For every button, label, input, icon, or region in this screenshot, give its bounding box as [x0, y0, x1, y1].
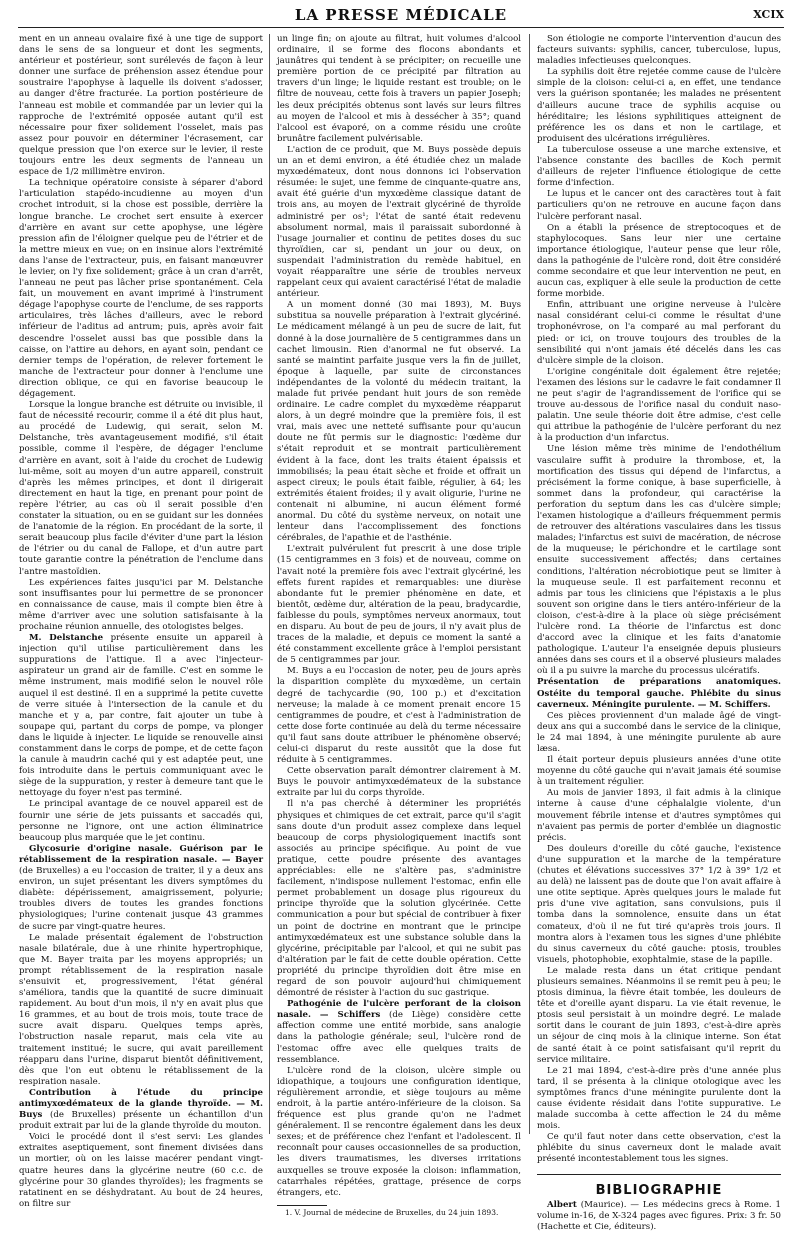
paragraph: Le malade resta dans un état critique pendant plusieurs semaines. Néanmoins il se remit peu à peu; le ptosis diminua, la fièvre était tombée, les douleurs de tête et d'oreille ayant disparu. La vie était revenue, le ptosis seul persistait à un moindre degré. Le malade sortit dans le courant de juin 1893, c'est-à-dire après un séjour de cinq mois à la clinique interne. Son état de santé était à ce point satisfaisant qu'il reprit du service militaire. — [537, 965, 781, 1065]
paragraph: Le principal avantage de ce nouvel appareil est de fournir une série de jets puissants et saccadés qui, personne ne l'ignore, ont une action éliminatrice beaucoup plus marquée que le jet continu. — [19, 799, 263, 843]
column-separator-2 — [529, 34, 530, 1134]
header-rule — [18, 27, 784, 28]
paragraph: La technique opératoire consiste à séparer d'abord l'articulation stapédo-incudienne au moyen d'un crochet introduit, si la chose est possible, derrière la longue branche. Le crochet sert ensuite à exercer d'arrière en avant sur cette apophyse, une légère pression afin de l'éloigner quelque peu de l'étrier et de la mettre mieux en vue; on en insinue alors l'extrémité dans l'anse de l'extracteur, puis, en faisant manœuvrer le levier, on l'y fixe solidement; grâce à un cran d'arrêt, l'anneau ne peut pas lâcher prise spontanément. Cela fait, un mouvement en avant imprimé à l'instrument dégage l'apophyse courte de l'enclume, de ses rapports articulaires, très lâches d'ailleurs, avec le rebord inférieur de l'aditus ad antrum; puis, après avoir fait descendre l'osselet aussi bas que possible dans la caisse, on l'attire au dehors, en ayant soin, pendant ce dernier temps de l'opération, de relever fortement le manche de l'extracteur pour donner à l'enclume une direction oblique, ce qui en favorise beaucoup le dégagement. — [19, 178, 263, 399]
paragraph: Ces pièces proviennent d'un malade âgé de vingt-deux ans qui a succombé dans le service de la clinique, le 24 mai 1894, à une méningite purulente ab aure læsa. — [537, 710, 781, 754]
paragraph-text: (de Liège) considère cette affection comme une entité morbide, sans analogie dans la pathologie générale; seul, l'ulcère rond de l'estomac offre avec elle quelques traits de ressemblance. — [277, 1010, 521, 1065]
paragraph: Des douleurs d'oreille du côté gauche, l'existence d'une suppuration et la marche de la température (chutes et élévations successives 37° 1/2 à 39° 1/2 et au delà) ne laissent pas de doute que l'on avait affaire à une otite septique. Après quelques jours le malade fut pris d'une vive agitation, sans convulsions, puis il tomba dans la somnolence, ensuite dans un état comateux, d'où il ne fut tiré qu'après trois jours. Il montra alors à l'examen tous les signes d'une phlébite du sinus caverneux du côté gauche: ptosis, troubles visuels, photophobie, exophtalmie, stase de la papille. — [537, 843, 781, 965]
paragraph: Lorsque la longue branche est détruite ou invisible, il faut de nécessité recourir, comme il a été dit plus haut, au procédé de Ludewig, qui serait, selon M. Delstanche, très avantageusement modifié, s'il était possible, comme il l'espère, de dégager l'enclume d'arrière en avant, soit à l'aide du crochet de Ludewig lui-même, soit au moyen d'un autre appareil, construit d'après les mêmes principes, et dont il dirigerait directement en haut la tige, en prenant pour point de repère l'étrier, au cas où il serait possible d'en constater la situation, ou en se guidant sur les données de l'anatomie de la région. En procédant de la sorte, il serait beaucoup plus facile d'éviter d'une part la lésion de l'étrier ou du canal de Fallope, et d'un autre part toute garantie contre la pénétration de l'enclume dans l'antre mastoïdien. — [19, 400, 263, 577]
paragraph: Son étiologie ne comporte l'intervention d'aucun des facteurs suivants: syphilis, cancer, tuberculose, lupus, maladies infectieuses quelconques. — [537, 34, 781, 67]
journal-title: LA PRESSE MÉDICALE — [294, 6, 508, 24]
paragraph: Le lupus et le cancer ont des caractères tout à fait particuliers qu'on ne retrouve en aucune façon dans l'ulcère perforant nasal. — [537, 189, 781, 222]
paragraph: L'action de ce produit, que M. Buys possède depuis un an et demi environ, a été étudiée chez un malade myxœdémateux, dont nous donnons ici l'observation résumée: le sujet, une femme de cinquante-quatre ans, avait été guérie d'un myxœdème classique datant de trois ans, au moyen de l'extrait glycériné de thyroïde administré per os¹; l'état de santé était redevenu absolument normal, mais il paraissait subordonné à l'usage journalier et continu de petites doses du suc thyroïdien, car si, pendant un jour ou deux, on suspendait l'administration du remède habituel, en voyait réapparaître une série de troubles nerveux rappelant ceux qui avaient caractérisé l'état de maladie antérieur. — [277, 144, 521, 300]
paragraph: un linge fin; on ajoute au filtrat, huit volumes d'alcool ordinaire, il se forme des flocons abondants et jaunâtres qui tendent à se précipiter; on recueille une première portion de ce précipité par filtration au travers d'un linge; le liquide restant est trouble; on le filtre de nouveau, cette fois à travers un papier Joseph; les deux précipités obtenus sont lavés sur leurs filtres au moyen de l'alcool et mis à dessécher à 35°; quand l'alcool est évaporé, on a comme résidu une croûte brunâtre facilement pulvérisable. — [277, 34, 521, 144]
paragraph: ment en un anneau ovalaire fixé à une tige de support dans le sens de sa longueur et dont les segments, antérieur et postérieur, sont surélevés de façon à leur donner une surface de préhension assez étendue pour soustraire l'apophyse à laquelle ils doivent s'adosser, au danger d'être fracturée. La portion postérieure de l'anneau est mobile et commandée par un levier qui la rapproche de l'extrémité opposée autant qu'il est nécessaire pour fixer solidement l'osselet, mais pas assez pour pouvoir en déterminer l'écrasement, car quelque pression que l'on exerce sur le levier, il reste toujours entre les deux segments de l'anneau un espace de 1/2 millimètre environ. — [19, 34, 263, 178]
paragraph: Ce qu'il faut noter dans cette observation, c'est la phlébite du sinus caverneux dont le malade avait présenté incontestablement tous les signes. — [537, 1132, 781, 1165]
paragraph: M. Buys a eu l'occasion de noter, peu de jours après la disparition complète du myxœdème, un certain degré de tachycardie (90, 100 p.) et d'excitation nerveuse; la malade à ce moment prenait encore 15 centigrammes de poudre, et c'est à l'administration de cette dose forte continuée au delà du terme nécessaire qu'il faut sans doute attribuer le phénomène observé; celui-ci disparut du reste aussitôt que la dose fut réduite à 5 centigrammes. — [277, 666, 521, 766]
paragraph: L'ulcère rond de la cloison, ulcère simple ou idiopathique, a toujours une configuration identique, régulièrement arrondie, et siège toujours au même endroit, à la partie antéro-inférieure de la cloison. Sa fréquence est plus grande qu'on ne l'admet généralement. Il se rencontre également dans les deux sexes; et de préférence chez l'enfant et l'adolescent. Il reconnaît pour causes occasionnelles de sa production, les divers traumatismes, les diverses irritations auxquelles se trouve exposée la cloison: inflammation, catarrhales répétées, grattage, présence de corps étrangers, etc. — [277, 1065, 521, 1198]
page-header — [18, 6, 784, 28]
section-author: — M. Schiffers. — [694, 699, 771, 710]
paragraph: Voici le procédé dont il s'est servi: Les glandes extraites aseptiquement, sont finement divisées dans un mortier, où on les laisse macérer pendant vingt-quatre heures dans la glycérine neutre (60 c.c. de glycérine pour 30 glandes thyroïdes); les fragments se ratatinent en se déshydratant. Au bout de 24 heures, on filtre sur — [19, 1132, 263, 1209]
paragraph: L'origine congénitale doit également être rejetée; l'examen des lésions sur le cadavre le fait condamner Il ne peut s'agir de l'agrandissement de l'orifice qui se trouve au-dessous de l'orifice nasal du conduit naso-palatin. Une seule théorie doit être admise, c'est celle qui attribue la pathogénie de l'ulcère perforant du nez à la production d'un infarctus. — [537, 366, 781, 444]
section-author: — M. Buys — [19, 1099, 263, 1121]
paragraph: Enfin, attribuant une origine nerveuse à l'ulcère nasal considérant celui-ci comme le résultat d'une trophonévrose, on l'a comparé au mal perforant du pied: or ici, on trouve toujours des troubles de la sensibilité qui n'ont jamais été décelés dans les cas d'ulcère simple de la cloison. — [537, 300, 781, 366]
section-title: Contribution à l'étude du principe antimyxœdémateux de la glande thyroïde. — [19, 1087, 263, 1109]
bibliography-text: (Maurice). — Les médecins grecs à Rome. 1 volume in-16, de X-324 pages avec figures. Prix: 3 fr. 50 (Hachette et Cie, éditeurs). — [537, 1199, 781, 1232]
column-1 — [19, 34, 263, 1209]
paragraph: Cette observation paraît démontrer clairement à M. Buys le pouvoir antimyxœdémateux de la substance extraite par lui du corps thyroïde. — [277, 766, 521, 799]
paragraph-text: présente ensuite un appareil à injection qu'il utilise particulièrement dans les suppurations de l'attique. Il a avec l'injecteur-aspirateur un grand air de famille. C'est en somme le même instrument, mais modifié selon le nouvel rôle auquel il est destiné. Il en a supprimé la petite cuvette de verre située à l'intersection de la canule et du manche et y a, par contre, fait ajouter un tube à soupape qui, partant du corps de pompe, va plonger dans le liquide à injecter. Le liquide se renouvelle ainsi constamment dans le corps de pompe, et de cette façon la canule à maudrin caché qui y est adaptée peut, une fois introduite dans le pertuis communiquant avec le siège de la suppuration, y rester à demeure tant que le nettoyage du foyer n'est pas terminé. — [19, 633, 263, 799]
section — [19, 1088, 263, 1132]
paragraph: Le 21 mai 1894, c'est-à-dire près d'une année plus tard, il se présenta à la clinique otologique avec les symptômes francs d'une méningite purulente dont la cause évidente résidait dans l'otite suppurative. Le malade succomba à cette affection le 24 du même mois. — [537, 1065, 781, 1132]
paragraph — [19, 633, 263, 799]
paragraph: On a établi la présence de streptocoques et de staphylocoques. Sans leur nier une certaine importance étiologique, l'auteur pense que leur rôle, dans la pathogénie de l'ulcère rond, doit être considéré comme secondaire et que leur intervention ne peut, en aucun cas, expliquer à elle seule la production de cette forme morbide. — [537, 222, 781, 300]
section-title: Glycosurie d'origine nasale. Guérison par le rétablissement de la respiration nasale. — [19, 843, 263, 865]
column-separator-1 — [269, 34, 270, 1134]
paragraph-text: (de Bruxelles) présente un échantillon d'un produit extrait par lui de la glande thyroïde du mouton. — [19, 1110, 263, 1132]
section — [19, 844, 263, 933]
section-title: Pathogénie de l'ulcère perforant de la cloison nasale. — [277, 999, 521, 1021]
bibliography-entry — [537, 1200, 781, 1233]
paragraph: La tuberculose osseuse a une marche extensive, et l'absence constante des bacilles de Koch permit d'ailleurs de rejeter l'influence étiologique de cette forme d'infection. — [537, 144, 781, 189]
paragraph: Il était porteur depuis plusieurs années d'une otite moyenne du côté gauche qui n'avait jamais été soumise à un traitement régulier. — [537, 755, 781, 788]
paragraph: La syphilis doit être rejetée comme cause de l'ulcère simple de la cloison: celui-ci a, en effet, une tendance vers la guérison spontanée; les malades ne présentent d'ailleurs aucune trace de syphilis acquise ou héréditaire; les lésions syphilitiques atteignent de préférence les os dans et non le cartilage, et produisent des ulcérations irrégulières. — [537, 67, 781, 144]
paragraph: Les expériences faites jusqu'ici par M. Delstanche sont insuffisantes pour lui permettre de se prononcer en connaissance de cause, mais il compte bien être à même d'arriver avec une solution satisfaisante à la prochaine réunion annuelle, des otologistes belges. — [19, 577, 263, 632]
paragraph: A un moment donné (30 mai 1893), M. Buys substitua sa nouvelle préparation à l'extrait glycériné. Le médicament mélangé à un peu de sucre de lait, fut donné à la dose journalière de 5 centigrammes dans un cachet limousin. Rien d'anormal ne fut observé. La santé se maintint parfaite jusque vers la fin de juillet, époque à laquelle, par suite de circonstances indépendantes de la volonté du médecin traitant, la malade fut privée pendant huit jours de son remède ordinaire. Le cadre complet du myxœdème réapparut alors, à un degré moindre que la première fois, il est vrai, mais avec une netteté suffisante pour qu'aucun doute ne fût permis sur le diagnostic: l'œdème dur s'était reproduit et se montrait particulièrement évident à la face, dont les traits étaient épaissis et immobilisés; la peau était sèche et froide et offrait un aspect cireux; le pouls était faible, régulier, à 64; les extrémités étaient froides; il y avait oligurie, l'urine ne contenait ni albumine, ni aucun élément formé anormal. Du côté du système nerveux, on notait une lenteur dans l'accomplissement des fonctions cérébrales, de l'apathie et de l'asthénie. — [277, 300, 521, 544]
bibliography-heading: BIBLIOGRAPHIE — [595, 1182, 723, 1198]
footnote: 1. V. Journal de médecine de Bruxelles, du 24 juin 1893. — [285, 1207, 499, 1217]
section-author: — Schiffers — [310, 1010, 381, 1021]
paragraph: Au mois de janvier 1893, il fait admis à la clinique interne à cause d'une céphalalgie violente, d'un mouvement fébrile intense et d'autres symptômes qui n'avaient pas permis de porter d'emblée un diagnostic précis. — [537, 788, 781, 843]
paragraph: Le malade présentait également de l'obstruction nasale bilatérale, due à une rhinite hypertrophique, que M. Bayer traita par les moyens appropriés; un prompt rétablissement de la respiration nasale s'ensuivit et, progressivement, l'état général s'améliora, tandis que la quantité de sucre diminuait rapidement. Au bout d'un mois, il n'y en avait plus que 16 grammes, et au bout de trois mois, toute trace de sucre avait disparu. Quelques temps après, l'obstruction nasale reparut, mais cela vite au traitement institué; le sucre, qui avait pareillement réapparu dans l'urine, disparut bientôt définitivement, dès que l'on eut obtenu le rétablissement de la respiration nasale. — [19, 932, 263, 1087]
paragraph: Une lésion même très minime de l'endothélium vasculaire suffit à produire la thrombose, et, la mortification des tissus qui dépend de l'infarctus, a précisément la forme conique, à base superficielle, à sommet dans la profondeur, qui caractérise la perforation du septum dans les cas d'ulcère simple; l'examen histologique a d'ailleurs fréquemment permis de retrouver des altérations vasculaires dans les tissus malades; l'infarctus est suivi de macération, de nécrose de la muqueuse; le périchondre et le cartilage sont ensuite successivement affectés; dans certaines conditions, l'altération nécrobiotique peut se limiter à la muqueuse seule. Il est parfaitement reconnu et admis par tous les cliniciens que l'épistaxis a le plus souvent son origine dans le tiers antéro-inférieur de la cloison, c'est-à-dire à la place où siège précisément l'ulcère rond. La théorie de l'infarctus est donc d'accord avec la clinique et les faits d'anatomie pathologique. L'auteur l'a enseignée depuis plusieurs années dans ses cours et il a observé plusieurs malades où il a pu suivre la marche du processus ulcératifs. — [537, 444, 781, 677]
paragraph: Il n'a pas cherché à déterminer les propriétés physiques et chimiques de cet extrait, parce qu'il s'agit sans doute d'un produit assez complexe dans lequel beaucoup de corps physiologiquement inactifs sont associés au principe spécifique. Au point de vue pratique, cette poudre présente des avantages appréciables: elle ne s'altère pas, s'administre facilement, n'indispose nullement l'estomac, enfin elle permet probablement un dosage plus rigoureux du principe thyroïde que la solution glycérinée. Cette communication a pour but spécial de contribuer à fixer un point de doctrine en montrant que le principe antimyxœdémateux est une substance soluble dans la glycérine, précipitable par l'alcool, et qui ne subit pas d'altération par le fait de cette double opération. Cette propriété du principe thyroïdien doit être mise en regard de son pouvoir aujourd'hui chimiquement démontré de résister à l'action du suc gastrique. — [277, 799, 521, 999]
section — [277, 999, 521, 1066]
paragraph-text: (de Bruxelles) a eu l'occasion de traiter, il y a deux ans environ, un sujet présentant les divers symptômes du diabète: dépérissement, amaigrissement, polyurie; troubles divers de toutes les grandes fonctions physiologiques; l'urine contenait jusque 43 grammes de sucre par vingt-quatre heures. — [19, 866, 263, 932]
column-3 — [537, 34, 781, 1232]
column-2 — [277, 34, 521, 1217]
section — [537, 677, 781, 710]
author-name: M. Delstanche — [29, 633, 104, 644]
bibliography-author: Albert — [547, 1199, 577, 1210]
footnote-rule — [277, 1205, 327, 1206]
bibliography-rule — [537, 1174, 781, 1175]
section-title: Présentation de préparations anatomiques. Ostéite du temporal gauche. Phlébite du sinus caverneux. Méningite purulente. — [537, 677, 781, 710]
section-author: — Bayer — [217, 854, 263, 865]
paragraph: L'extrait pulvérulent fut prescrit à une dose triple (15 centigrammes en 3 fois) et de nouveau, comme on l'avait noté la première fois avec l'extrait glycériné, les effets furent rapides et remarquables: une diurèse abondante fut le premier phénomène en date, et bientôt, œdème dur, altération de la peau, bradycardie, faiblesse du pouls, symptômes nerveux anormaux, tout en disparu. Au bout de peu de jours, il n'y avait plus de traces de la maladie, et depuis ce moment la santé a été constamment excellente grâce à l'emploi persistant de 5 centigrammes par jour. — [277, 544, 521, 666]
page-number: XCIX — [753, 8, 784, 21]
